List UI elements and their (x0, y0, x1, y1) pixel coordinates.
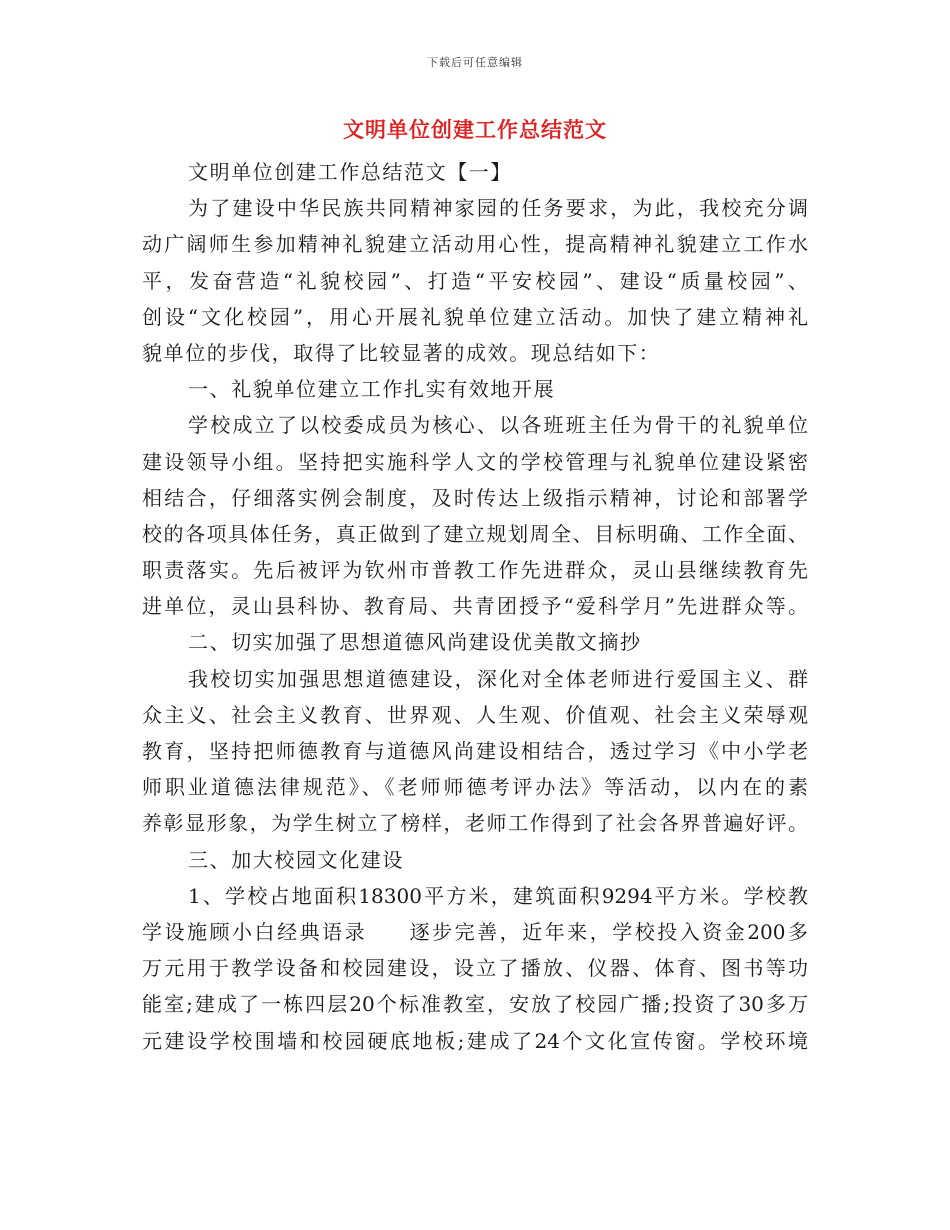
document-title: 文明单位创建工作总结范文 (343, 117, 607, 142)
body-line: 校的各项具体任务，真正做到了建立规划周全、目标明确、工作全面、 (142, 521, 808, 546)
body-line: 动广阔师生参加精神礼貌建立活动用心性，提高精神礼貌建立工作水 (142, 232, 808, 257)
body-line: 能室;建成了一栋四层20个标准教室，安放了校园广播;投资了30多万 (142, 992, 808, 1017)
body-line: 职责落实。先后被评为钦州市普教工作先进群众，灵山县继续教育先 (142, 558, 808, 583)
body-line: 相结合，仔细落实例会制度，及时传达上级指示精神，讨论和部署学 (142, 485, 808, 510)
body-line: 进单位，灵山县科协、教育局、共青团授予“爱科学月”先进群众等。 (142, 594, 808, 619)
body-line: 平，发奋营造“礼貌校园”、打造“平安校园”、建设“质量校园”、 (142, 268, 808, 293)
body-line: 元建设学校围墙和校园硬底地板;建成了24个文化宣传窗。学校环境 (142, 1028, 808, 1053)
body-line-segment: 学设施顾小白经典语录 (142, 919, 368, 944)
body-line: 三、加大校园文化建设 (188, 847, 404, 872)
body-line: 学校成立了以校委成员为核心、以各班班主任为骨干的礼貌单位 (188, 413, 808, 438)
body-line (142, 914, 808, 950)
body-line: 我校切实加强思想道德建设，深化对全体老师进行爱国主义、群 (188, 666, 808, 691)
document-body (142, 154, 808, 1059)
body-line: 师职业道德法律规范》、《老师师德考评办法》等活动，以内在的素 (142, 775, 808, 800)
body-line-segment: 逐步完善，近年来，学校投入资金200多 (407, 919, 808, 944)
body-line: 教育，坚持把师德教育与道德风尚建设相结合，透过学习《中小学老 (142, 739, 808, 763)
body-line: 为了建设中华民族共同精神家园的任务要求，为此，我校充分调 (188, 196, 808, 221)
body-line: 貌单位的步伐，取得了比较显著的成效。现总结如下： (142, 340, 661, 365)
body-line: 二、切实加强了思想道德风尚建设优美散文摘抄 (188, 630, 642, 655)
body-line: 创设“文化校园”，用心开展礼貌单位建立活动。加快了建立精神礼 (142, 304, 808, 329)
body-line: 养彰显形象，为学生树立了榜样，老师工作得到了社会各界普遍好评。 (142, 811, 808, 836)
body-line: 一、礼貌单位建立工作扎实有效地开展 (188, 377, 556, 402)
body-line: 文明单位创建工作总结范文【一】 (188, 160, 512, 184)
body-line: 建设领导小组。坚持把实施科学人文的学校管理与礼貌单位建设紧密 (142, 449, 808, 474)
body-line: 众主义、社会主义教育、世界观、人生观、价值观、社会主义荣辱观 (142, 702, 808, 727)
body-line: 1、学校占地面积18300平方米，建筑面积9294平方米。学校教 (188, 883, 808, 908)
body-line: 万元用于教学设备和校园建设，设立了播放、仪器、体育、图书等功 (142, 956, 808, 981)
page-header-note: 下载后可任意编辑 (427, 56, 523, 69)
